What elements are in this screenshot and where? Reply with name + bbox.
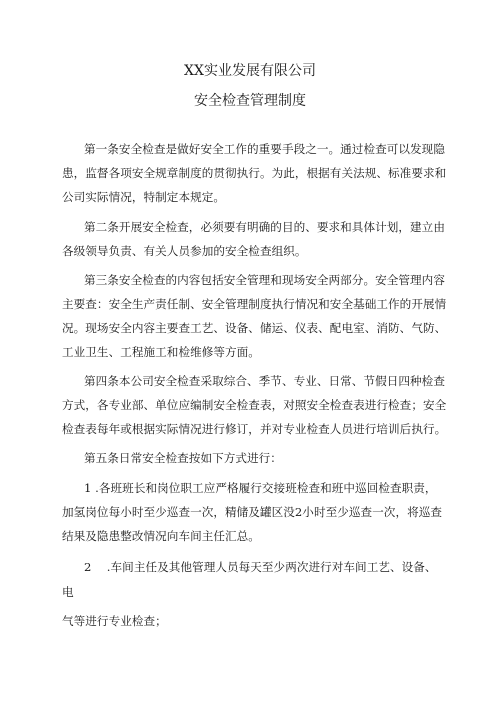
document-title: 安全检查管理制度 [194,93,306,109]
item-1-line-2: 加氢岗位每小时至少巡查一次，精储及罐区没2小时至少巡查一次，将巡查 [62,505,443,519]
item-2-line-2: 电 [62,585,74,599]
article-4-line-2: 方式，各专业部、单位应编制安全检查表，对照安全检查表进行检查；安全 [62,398,447,412]
article-3-line-1: 第三条安全检查的内容包括安全管理和现场安全两部分。安全管理内容 [84,273,445,287]
article-4-line-3: 检查表每年或根据实际情况进行修订，并对专业检查人员进行培训后执行。 [62,422,447,436]
article-2-line-2: 各级领导负责、有关人员参加的安全检查组织。 [62,244,307,258]
item-1-line-3: 结果及隐患整改情况向车间主任汇总。 [62,529,260,543]
item-2-line-3: 气等进行专业检查； [62,614,167,628]
company-title: XX实业发展有限公司 [184,63,316,79]
article-1-line-1: 第一条安全检查是做好安全工作的重要手段之一。通过检查可以发现隐 [84,142,445,156]
article-5-line-1: 第五条日常安全检查按如下方式进行： [84,451,282,465]
item-1-line-1: 1 .各班班长和岗位职工应严格履行交接班检查和班中巡回检查职责， [84,481,437,495]
article-2-line-1: 第二条开展安全检查，必须要有明确的目的、要求和具体计划，建立由 [84,220,445,234]
article-4-line-1: 第四条本公司安全检查采取综合、季节、专业、日常、节假日四种检查 [84,374,445,388]
item-2-line-1: 2 .车间主任及其他管理人员每天至少两次进行对车间工艺、设备、 [84,560,437,574]
article-3-line-4: 工业卫生、工程施工和检维修等方面。 [62,345,260,359]
article-1-line-2: 患，监督各项安全规章制度的贯彻执行。为此，根据有关法规、标准要求和 [62,166,447,180]
article-3-line-2: 主要查：安全生产责任制、安全管理制度执行情况和安全基础工作的开展情 [62,297,447,311]
article-1-line-3: 公司实际情况，特制定本规定。 [62,190,226,204]
article-3-line-3: 况。现场安全内容主要查工艺、设备、储运、仪表、配电室、消防、气防、 [62,321,447,335]
